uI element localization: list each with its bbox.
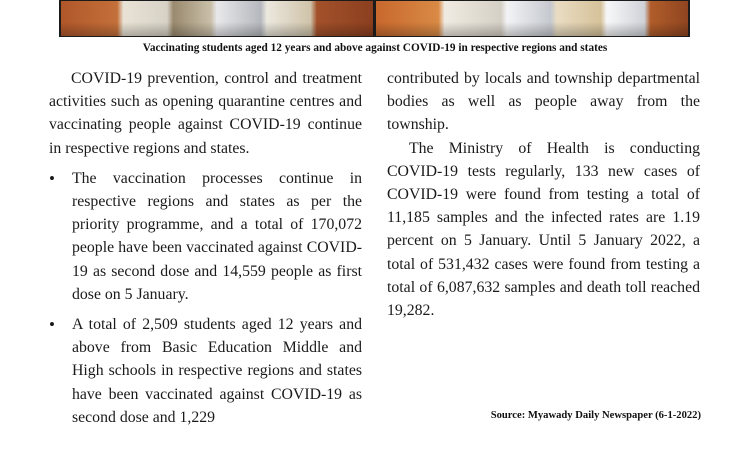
bullet-icon: • [49, 315, 55, 335]
source-credit: Source: Myawady Daily Newspaper (6-1-2022) [490, 410, 701, 421]
bullet-item [49, 313, 362, 429]
intro-paragraph: COVID-19 prevention, control and treatment activities such as opening quarantine centres and vaccinating people against COVID-19 continue in respective regions and states. [49, 70, 362, 157]
bullet-list [49, 167, 362, 429]
continuation-paragraph: contributed by locals and township departmental bodies as well as people away from the township. [387, 70, 700, 134]
right-column [387, 67, 700, 322]
photo-caption: Vaccinating students aged 12 years and above against COVID-19 in respective regions and states [142, 42, 608, 54]
bullet-item [49, 167, 362, 306]
left-column [49, 67, 362, 429]
bullet-icon: • [49, 168, 55, 188]
vaccination-photo-right [376, 1, 688, 36]
vaccination-photo-left [61, 1, 373, 36]
bullet-text: The vaccination processes continue in respective regions and states as per the priority programme, and a total of 170,072 people have been vaccinated against COVID-19 as second dose and 14,559 people as first dose on 5 January. [72, 169, 362, 303]
photo-strip [59, 0, 690, 37]
bullet-text: A total of 2,509 students aged 12 years and above from Basic Education Middle and High schools in respective regions and states have been vaccinated against COVID-19 as second dose and 1,229 [72, 316, 362, 426]
ministry-paragraph: The Ministry of Health is conducting COVID-19 tests regularly, 133 new cases of COVID-19 were found from testing a total of 11,185 samples and the infected rates are 1.19 percent on 5 January. Until 5 January 2022, a total of 531,432 cases were found from testing a total of 6,087,632 samples and death toll reached 19,282. [387, 139, 700, 320]
